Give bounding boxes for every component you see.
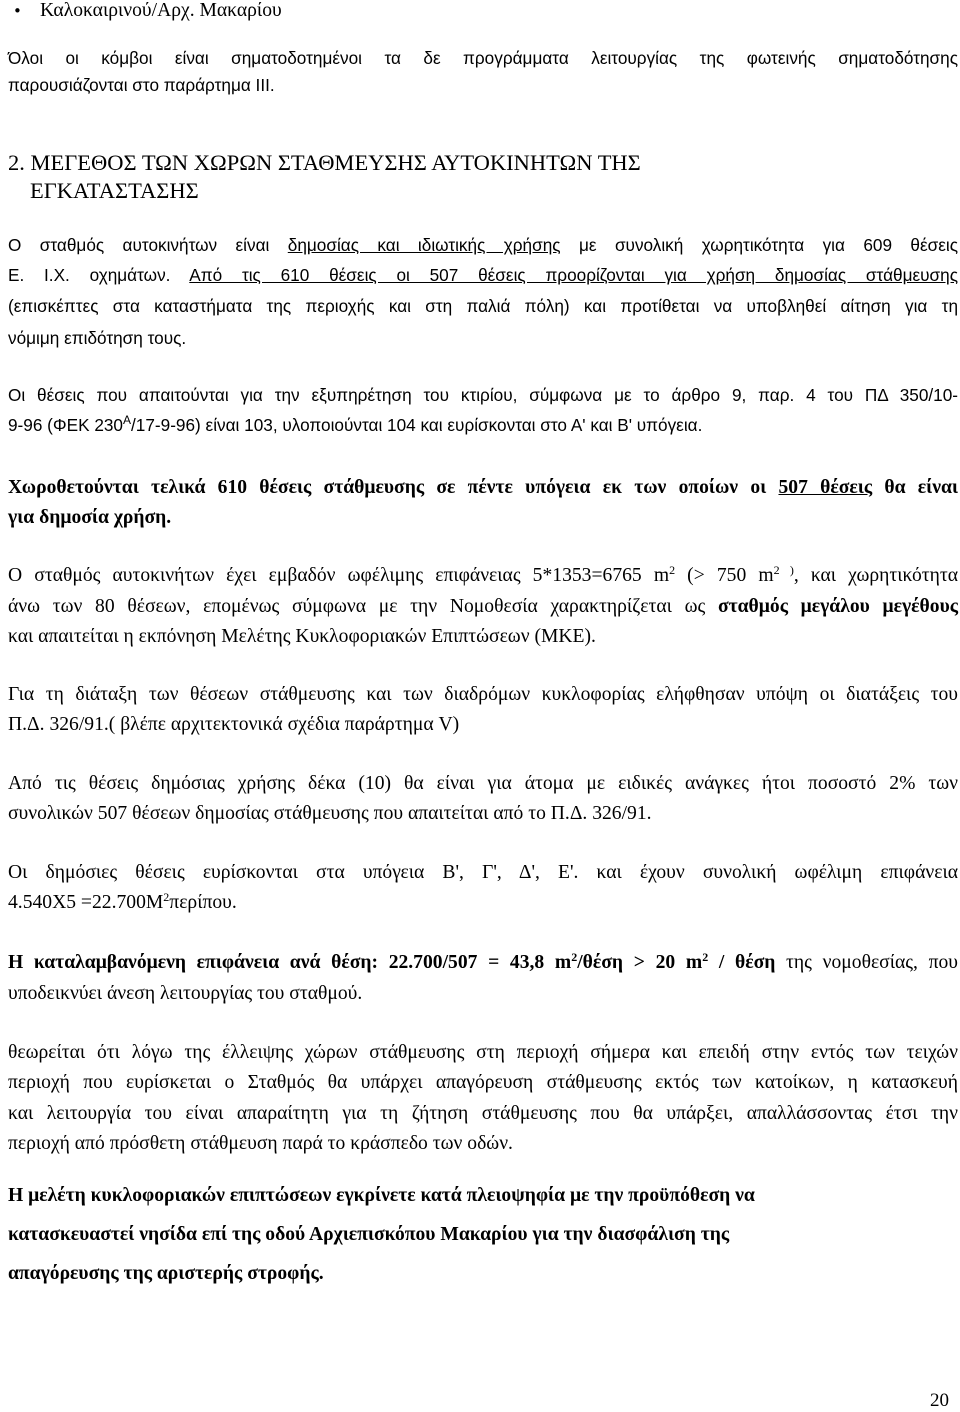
paragraph-4-line-1: Χωροθετούνται τελικά 610 θέσεις στάθμευσης σε πέντε υπόγεια εκ των οποίων οι 507 θέσεις θα είναι (8, 477, 958, 498)
paragraph-8-line-2: $4.540X5 =22.700M^2\pi\varepsilon\rho ί\pi o\upsilon$. (8, 890, 237, 913)
paragraph-11-line-1: Η μελέτη κυκλοφοριακών επιπτώσεων εγκρίνετε κατά πλειοψηφία με την προϋπόθεση να (8, 1185, 755, 1206)
section-heading-line-2: ΕΓΚΑΤΑΣΤΑΣΗΣ (30, 178, 199, 203)
paragraph-6-line-1: Για τη διάταξη των θέσεων στάθμευσης και των διαδρόμων κυκλοφορίας ελήφθησαν υπόψη οι διατάξεις του (8, 684, 958, 705)
paragraph-5-line-3: και απαιτείται η εκπόνηση Μελέτης Κυκλοφοριακών Επιπτώσεων (ΜΚΕ). (8, 626, 596, 647)
paragraph-11-line-3: απαγόρευσης της αριστερής στροφής. (8, 1263, 324, 1284)
section-heading-line-1: 2. ΜΕΓΕΘΟΣ ΤΩΝ ΧΩΡΩΝ ΣΤΑΘΜΕΥΣΗΣ ΑΥΤΟΚΙΝΗΤΩΝ ΤΗΣ (8, 150, 641, 175)
paragraph-10-line-3: και λειτουργία του είναι απαραίτητη για τη ζήτηση στάθμευσης που θα υπάρξει, απαλλάσσοντας έτσι την (8, 1103, 958, 1124)
paragraph-9-line-2: υποδεικνύει άνεση λειτουργίας του σταθμού. (8, 983, 363, 1004)
page-number: 20 (930, 1390, 949, 1411)
paragraph-10-line-4: περιοχή από πρόσθετη στάθμευση παρά το κράσπεδο των οδών. (8, 1133, 513, 1154)
paragraph-8-line-1: Οι δημόσιες θέσεις ευρίσκονται στα υπόγεια Β', Γ', Δ', Ε'. και έχουν συνολική ωφέλιμη επιφάνεια (8, 862, 958, 883)
paragraph-5-line-2: άνω των 80 θέσεων, επομένως σύμφωνα με την Νομοθεσία χαρακτηρίζεται ως σταθμός μεγάλου μεγέθους (8, 596, 959, 617)
paragraph-2-line-3: (επισκέπτες στα καταστήματα της περιοχής και στη παλιά πόλη) και προτίθεται να υποβληθεί αίτηση για τη (8, 296, 958, 316)
paragraph-7-line-1: Από τις θέσεις δημόσιας χρήσης δέκα (10) θα είναι για άτομα με ειδικές ανάγκες ήτοι ποσοστό 2% των (8, 773, 958, 794)
paragraph-2-line-2: Ε. Ι.Χ. οχημάτων. Από τις 610 θέσεις οι 507 θέσεις προορίζονται για χρήση δημοσίας στάθμευσης (8, 265, 958, 285)
paragraph-1-line-2: παρουσιάζονται στο παράρτημα ΙΙΙ. (8, 75, 275, 95)
paragraph-3-line-2: 9-96 (ΦΕΚ $230^A/17-9-96$) είναι 103, υλοποιούνται 104 και ευρίσκονται στο Α' και Β' υπόγεια. (8, 413, 703, 435)
paragraph-10-line-2: περιοχή που ευρίσκεται ο Σταθμός θα υπάρχει απαγόρευση στάθμευσης εκτός των κατοίκων, η κατασκευή (8, 1072, 958, 1093)
paragraph-10-line-1: θεωρείται ότι λόγω της έλλειψης χώρων στάθμευσης στη περιοχή σήμερα και επειδή στην εντός των τειχών (8, 1042, 958, 1063)
paragraph-11-line-2: κατασκευαστεί νησίδα επί της οδού Αρχιεπισκόπου Μακαρίου για την διασφάλιση της (8, 1224, 730, 1245)
paragraph-2-line-1: Ο σταθμός αυτοκινήτων είναι δημοσίας και ιδιωτικής χρήσης με συνολική χωρητικότητα για 609 θέσεις (8, 235, 959, 255)
bullet-item-text: Καλοκαιρινού/Αρχ. Μακαρίου (40, 0, 282, 21)
paragraph-4-line-2: για δημοσία χρήση. (8, 507, 172, 528)
paragraph-5-line-1: Ο σταθμός αυτοκινήτων έχει εμβαδόν ωφέλιμης επιφάνειας 5*1353=6765 $m^2$ (> 750 $m^{2 )}$, και χωρητικότητα (8, 563, 959, 586)
paragraph-6-line-2: Π.Δ. 326/91.( βλέπε αρχιτεκτονικά σχέδια παράρτημα V) (8, 714, 460, 735)
paragraph-7-line-2: συνολικών 507 θέσεων δημοσίας στάθμευσης που απαιτείται από το Π.Δ. 326/91. (8, 803, 652, 824)
paragraph-2-line-4: νόμιμη επιδότηση τους. (8, 328, 187, 348)
paragraph-3-line-1: Οι θέσεις που απαιτούνται για την εξυπηρέτηση του κτιρίου, σύμφωνα με το άρθρο 9, παρ. 4 του ΠΔ 350/10- (8, 385, 958, 405)
paragraph-1-line-1: Όλοι οι κόμβοι είναι σηματοδοτημένοι τα δε προγράμματα λειτουργίας της φωτεινής σηματοδότησης (8, 48, 958, 68)
paragraph-9-line-1: Η καταλαμβανόμενη επιφάνεια ανά θέση: 22.700/507 = 43,8 $m^2$/θέση > 20 $m^2$ / θέση της νομοθεσίας, που (8, 950, 959, 973)
bullet-icon: • (13, 2, 22, 20)
